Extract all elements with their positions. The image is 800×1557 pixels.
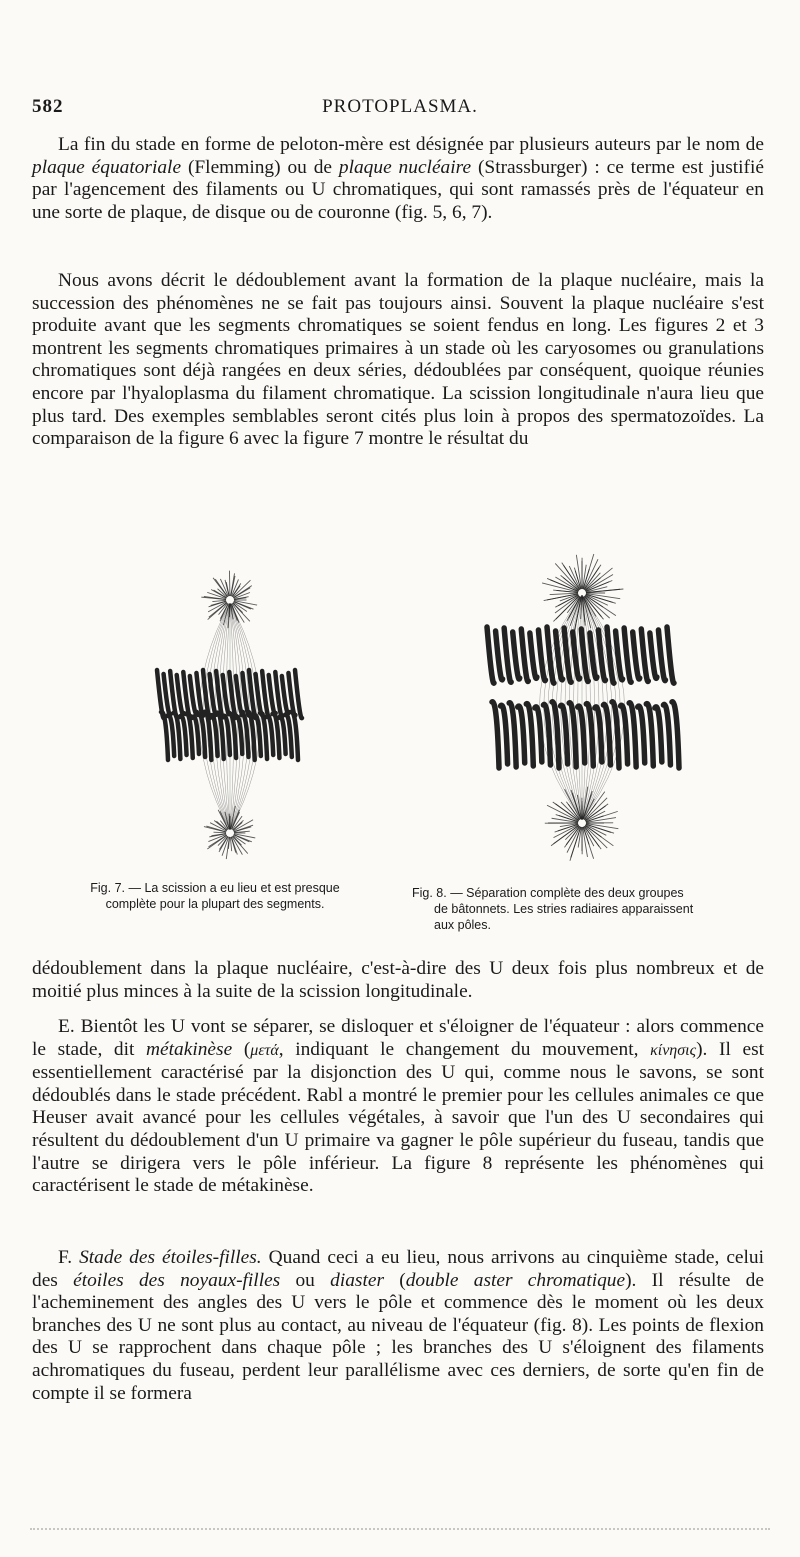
figure-8-illustration <box>470 535 695 865</box>
paragraph: Nous avons décrit le dédoublement avant la formation de la plaque nucléaire, mais la succession des phénomènes ne se fait pas toujours ainsi. Souvent la plaque nucléaire s'est produite avant que les segments chromatiques se soient fendus en long. Les figures 2 et 3 montrent les segments chromatiques primaires à un stade où les caryosomes ou granulations chromatiques sont déjà rangées en deux séries, dédoublées par conséquent, quoique réunies encore par l'hyaloplasma du filament chromatique. La scission longitudinale n'aura lieu que plus tard. Des exemples semblables seront cités plus loin à propos des spermatozoïdes. La comparaison de la figure 6 avec la figure 7 montre le résultat du <box>32 270 764 450</box>
paragraph: La fin du stade en forme de peloton-mère est désignée par plusieurs auteurs par le nom de plaque équatoriale (Flemming) ou de plaque nucléaire (Strassburger) : ce terme est justifié par l'agencement des filaments ou U chromatiques, qui sont ramassés près de l'équateur en une sorte de plaque, de disque ou de couronne (fig. 5, 6, 7). <box>32 134 764 223</box>
page-header <box>32 96 768 124</box>
figure-8-caption: Fig. 8. — Séparation complète des deux groupes de bâtonnets. Les stries radiaires apparaissent aux pôles. <box>412 886 694 932</box>
figure-7-illustration <box>130 565 330 870</box>
paragraph: dédoublement dans la plaque nucléaire, c'est-à-dire des U deux fois plus nombreux et de moitié plus minces à la suite de la scission longitudinale. <box>32 958 764 1002</box>
page-number: 582 <box>32 96 64 117</box>
paragraph: E. Bientôt les U vont se séparer, se disloquer et s'éloigner de l'équateur : alors commence le stade, dit métakinèse (μετά, indiquant le changement du mouvement, κίνησις). Il est essentiellement caractérisé par la disjonction des U qui, comme nous le savons, se sont dédoublés dans le stade précédent. Rabl a montré le premier pour les cellules animales ce que Heuser avait avancé pour les cellules végétales, à savoir que l'un des U secondaires qui résultent du dédoublement d'un U primaire va gagner le pôle supérieur du fuseau, tandis que l'autre se dirigera vers le pôle inférieur. La figure 8 représente les phénomènes qui caractérisent le stade de métakinèse. <box>32 1016 765 1197</box>
paragraph: F. Stade des étoiles-filles. Quand ceci a eu lieu, nous arrivons au cinquième stade, celui des étoiles des noyaux-filles ou diaster (double aster chromatique). Il résulte de l'acheminement des angles des U vers le pôle et commence dès le moment où les deux branches des U ne sont plus au contact, au niveau de l'équateur (fig. 8). Les points de flexion des U se rapprochent dans chaque pôle ; les branches des U s'éloignent des filaments achromatiques du fuseau, perdent leur parallélisme avec ces derniers, de sorte qu'en fin de compte il se formera <box>32 1247 765 1404</box>
bottom-rule <box>30 1528 770 1536</box>
figure-7-caption: Fig. 7. — La scission a eu lieu et est presque complète pour la plupart des segments. <box>90 881 340 911</box>
running-title: PROTOPLASMA. <box>322 96 478 117</box>
